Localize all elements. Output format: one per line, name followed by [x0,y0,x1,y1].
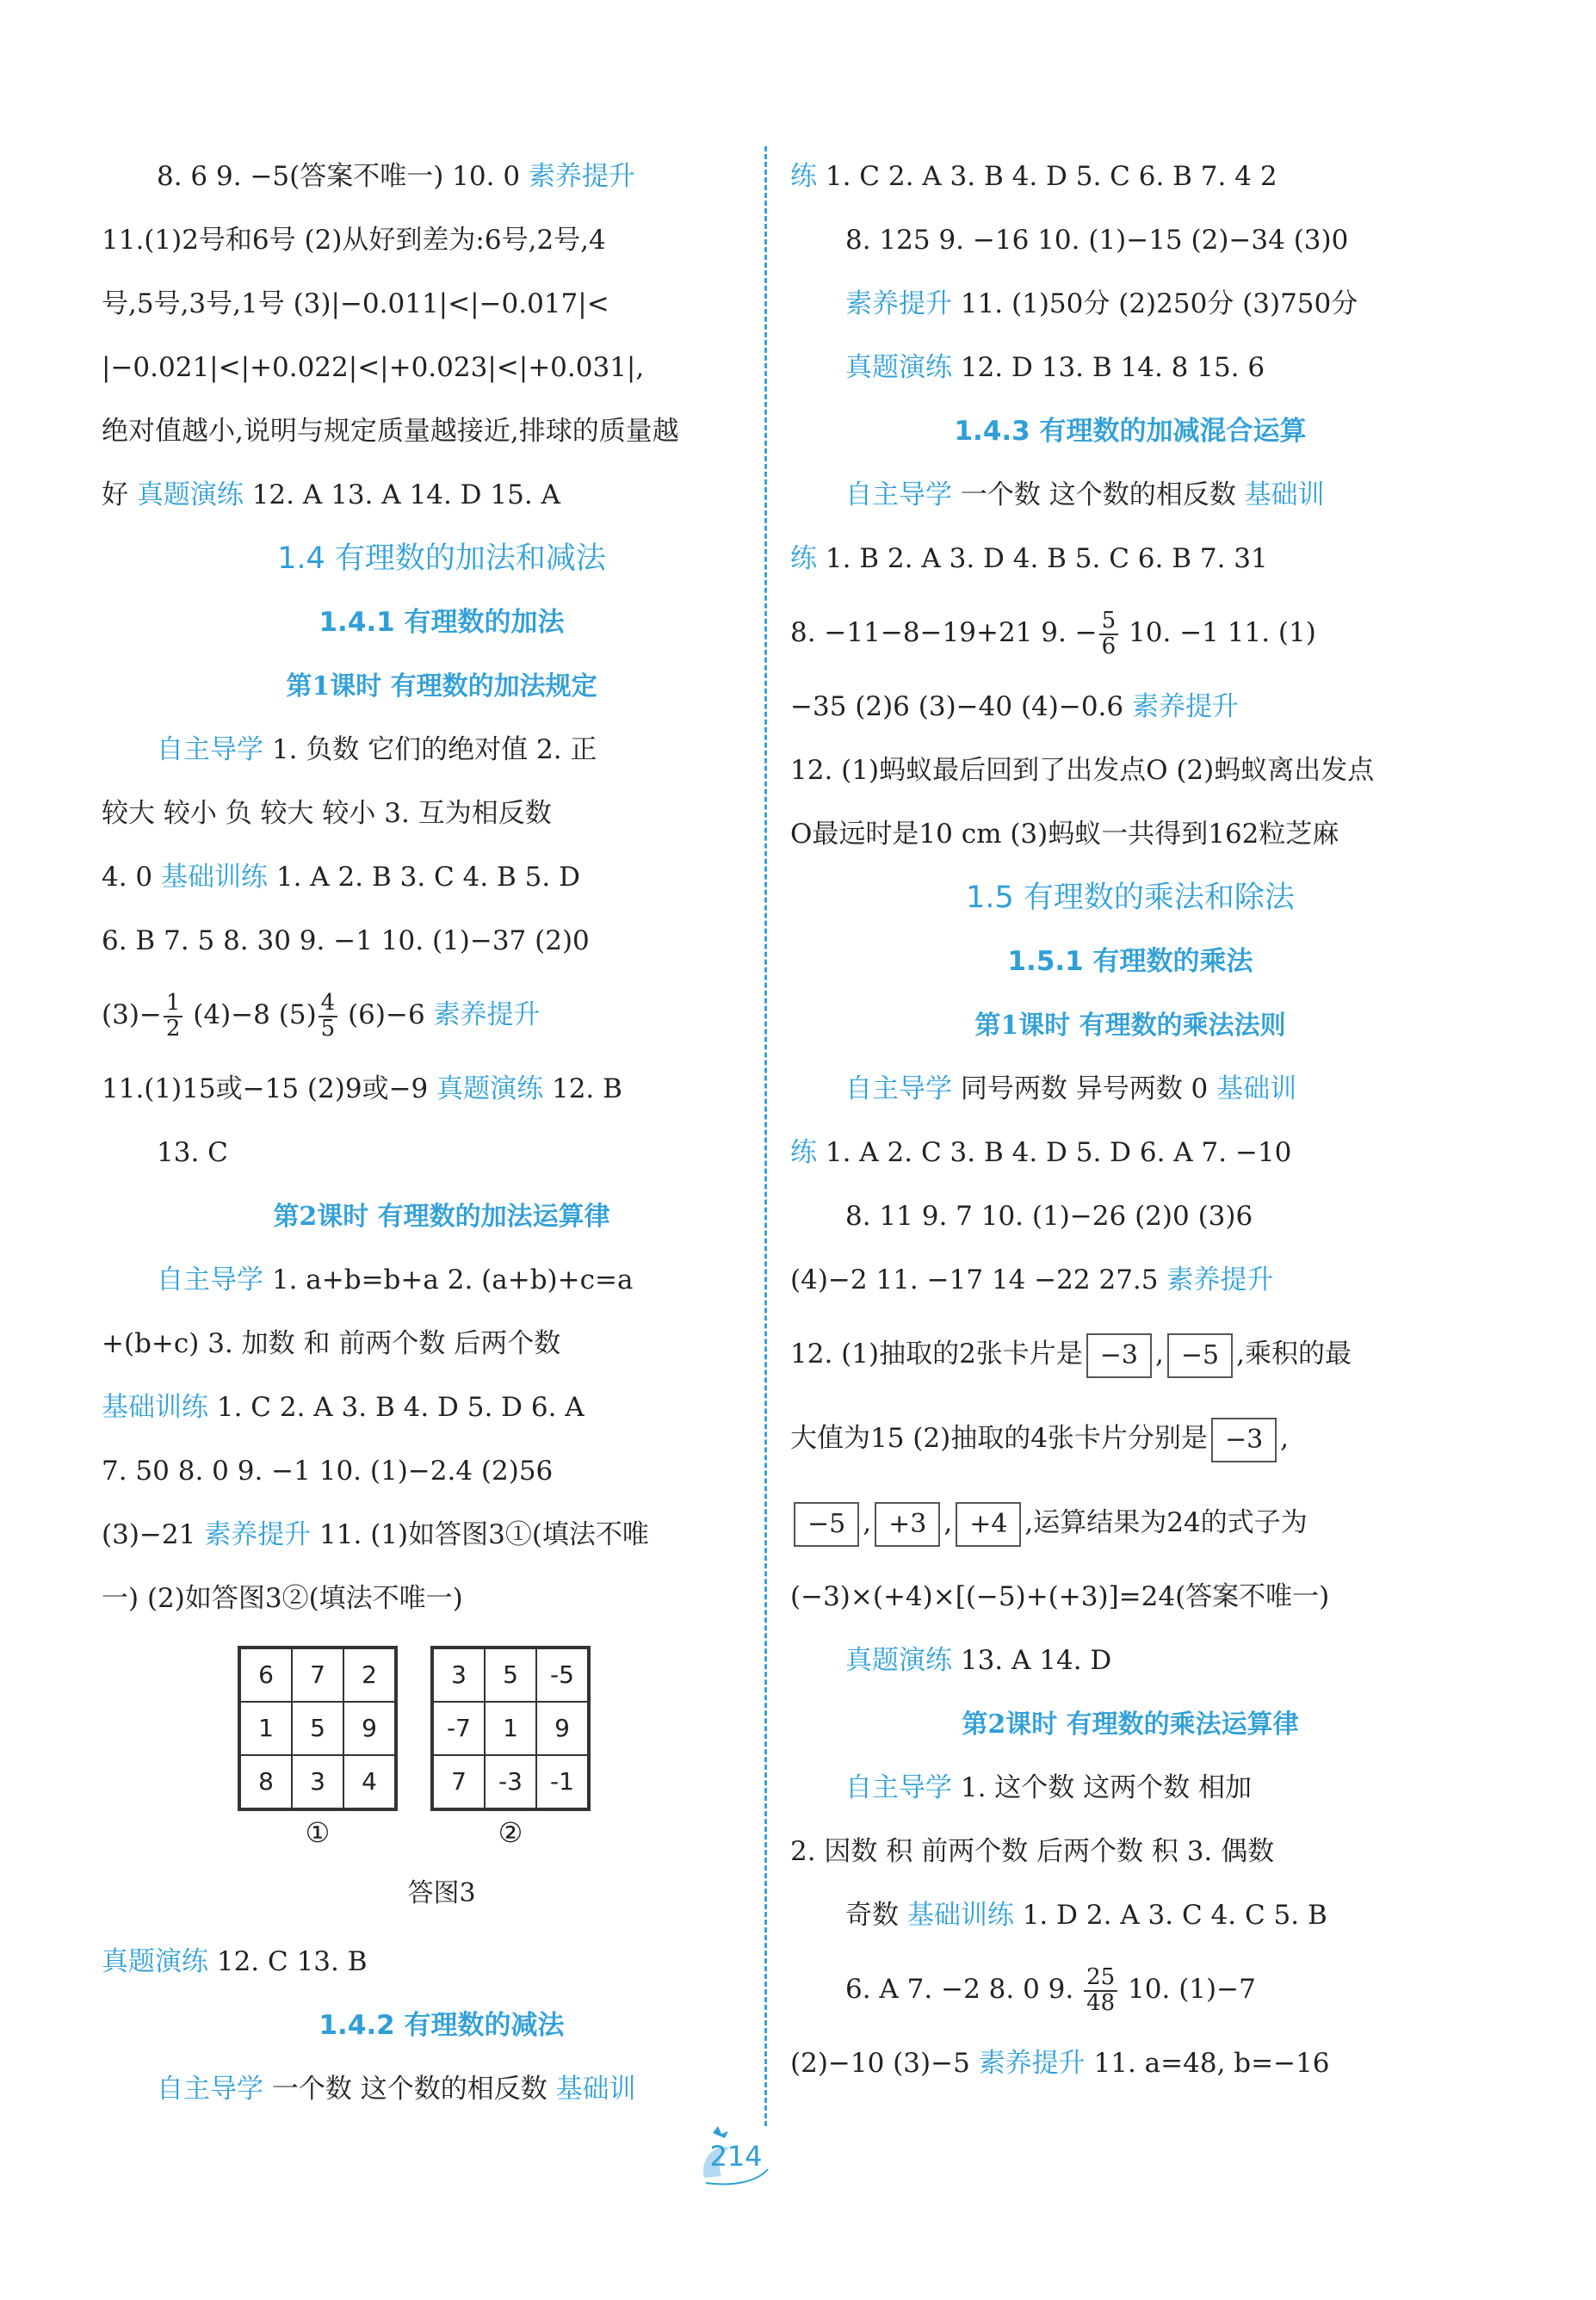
section-tag: 真题演练 [436,1073,544,1104]
section-tag: 基础训练 [102,1392,208,1423]
fraction: $\frac{5}{6}$ [1099,609,1119,658]
grid-cell: 9 [343,1702,395,1755]
answer-line: 大值为15 (2)抽取的4张卡片分别是 −3 , [790,1396,1470,1481]
section-tag: 素养提升 [845,288,952,319]
answer-line: −35 (2)6 (3)−40 (4)−0.6 素养提升 [790,691,1239,722]
magic-square-1 [238,1646,398,1849]
section-tag: 基础训 [1244,479,1325,510]
answer-line: −5 , +3 , +4 ,运算结果为24的式子为 [790,1481,1470,1565]
grid-table [430,1646,591,1811]
number-card: +4 [956,1502,1021,1547]
grid-cell: 3 [292,1755,343,1808]
section-tag: 素养提升 [433,999,541,1030]
section-heading: 1.4 有理数的加法和减法 [277,541,606,576]
answer-line: 一) (2)如答图3②(填法不唯一) [102,1583,463,1614]
section-tag: 自主导学 [157,2074,263,2105]
answer-line: 8. 6 9. −5(答案不唯一) 10. 0 素养提升 [157,161,635,192]
answer-line: (3)−21 素养提升 11. (1)如答图3①(填法不唯 [102,1519,649,1550]
grid-label: ① [305,1816,331,1849]
grid-cell: 5 [292,1702,343,1755]
answer-line: 基础训练 1. C 2. A 3. B 4. D 5. D 6. A [102,1392,585,1423]
magic-square-2 [430,1646,591,1849]
grid-cell: 4 [343,1755,395,1808]
answer-line: 8. 11 9. 7 10. (1)−26 (2)0 (3)6 [845,1201,1253,1232]
section-tag: 素养提升 [204,1519,312,1550]
answer-line: 自主导学 一个数 这个数的相反数 基础训 [845,479,1325,510]
answer-line: 11.(1)15或−15 (2)9或−9 真题演练 12. B [102,1073,622,1104]
section-heading: 1.5 有理数的乘法和除法 [966,881,1295,915]
answer-line: 11.(1)2号和6号 (2)从好到差为:6号,2号,4 [102,225,606,256]
grid-cell: 1 [485,1702,536,1755]
section-tag: 真题演练 [136,479,244,510]
section-tag: 自主导学 [157,1264,263,1295]
answer-line: 绝对值越小,说明与规定质量越接近,排球的质量越 [102,416,679,447]
grid-cell: -7 [433,1702,485,1755]
section-tag: 素养提升 [1132,691,1239,722]
subsection-heading: 1.5.1 有理数的乘法 [1007,946,1253,977]
answer-line: 自主导学 同号两数 异号两数 0 基础训 [845,1073,1297,1104]
section-tag: 自主导学 [845,479,952,510]
answer-line: +(b+c) 3. 加数 和 前两个数 后两个数 [102,1328,561,1359]
section-tag: 练 [790,161,817,192]
grid-cell: 3 [433,1648,485,1702]
section-tag: 素养提升 [1166,1264,1274,1295]
section-tag: 基础训练 [906,1900,1014,1931]
figure-caption: 答图3 [407,1878,476,1908]
section-tag: 素养提升 [528,161,635,192]
section-tag: 自主导学 [157,734,263,765]
number-card: −5 [1167,1333,1233,1378]
answer-figure [102,1646,782,1849]
answer-line: |−0.021|<|+0.022|<|+0.023|<|+0.031|, [102,352,645,383]
answer-line: 2. 因数 积 前两个数 后两个数 积 3. 偶数 [790,1836,1275,1867]
grid-label: ② [498,1816,523,1849]
answer-line: (4)−2 11. −17 14 −22 27.5 素养提升 [790,1264,1274,1295]
answer-line: 练 1. B 2. A 3. D 4. B 5. C 6. B 7. 31 [790,543,1268,574]
left-column [102,145,782,2121]
answer-line: 12. (1)抽取的2张卡片是 −3 , −5 ,乘积的最 [790,1312,1470,1396]
number-card: −3 [1211,1418,1277,1462]
grid-cell: 7 [433,1755,485,1808]
subsection-heading: 1.4.1 有理数的加法 [319,607,565,638]
lesson-heading: 第1课时 有理数的加法规定 [286,671,597,702]
section-tag: 素养提升 [978,2048,1086,2079]
grid-cell: -1 [536,1755,588,1808]
right-column [790,145,1470,2095]
answer-line: 6. A 7. −2 8. 0 9. $\frac{25}{48}$ 10. (1)−7 [845,1964,1256,2016]
answer-line: 练 1. C 2. A 3. B 4. D 5. C 6. B 7. 4 2 [790,161,1277,192]
answer-line: 练 1. A 2. C 3. B 4. D 5. D 6. A 7. −10 [790,1137,1292,1168]
number-card: −3 [1086,1333,1152,1378]
answer-line: 真题演练 12. C 13. B [102,1946,368,1977]
grid-cell: -5 [536,1648,588,1702]
answer-line: 13. C [157,1137,228,1168]
answer-line: (2)−10 (3)−5 素养提升 11. a=48, b=−16 [790,2048,1330,2079]
section-tag: 基础训 [555,2074,636,2105]
section-tag: 基础训 [1216,1073,1297,1104]
grid-cell: -3 [485,1755,536,1808]
grid-cell: 9 [536,1702,588,1755]
answer-line: 真题演练 12. D 13. B 14. 8 15. 6 [845,352,1265,383]
answer-line: 6. B 7. 5 8. 30 9. −1 10. (1)−37 (2)0 [102,925,590,956]
answer-line: (−3)×(+4)×[(−5)+(+3)]=24(答案不唯一) [790,1581,1330,1612]
grid-table [238,1646,398,1811]
answer-line: 8. −11−8−19+21 9. − $\frac{5}{6}$ 10. −1 11. (1) [790,608,1316,659]
section-tag: 自主导学 [845,1772,952,1803]
section-tag: 自主导学 [845,1073,952,1104]
answer-line: 号,5号,3号,1号 (3)|−0.011|<|−0.017|< [102,288,609,319]
answer-line: 4. 0 基础训练 1. A 2. B 3. C 4. B 5. D [102,862,580,893]
section-tag: 练 [790,1137,817,1168]
fraction: $\frac{4}{5}$ [319,992,338,1041]
grid-cell: 5 [485,1648,536,1702]
answer-line: 自主导学 1. 这个数 这两个数 相加 [845,1772,1252,1803]
answer-line: O最远时是10 cm (3)蚂蚁一共得到162粒芝麻 [790,819,1339,850]
answer-line: 真题演练 13. A 14. D [845,1645,1112,1676]
fraction: $\frac{25}{48}$ [1084,1966,1117,2015]
lesson-heading: 第1课时 有理数的乘法法则 [974,1011,1286,1041]
grid-cell: 7 [292,1648,343,1702]
grid-cell: 1 [240,1702,292,1755]
answer-line: 自主导学 1. a+b=b+a 2. (a+b)+c=a [157,1264,634,1295]
subsection-heading: 1.4.2 有理数的减法 [319,2010,565,2041]
number-card: +3 [875,1502,940,1547]
grid-cell: 8 [240,1755,292,1808]
fraction: $\frac{1}{2}$ [164,992,183,1041]
answer-line: 8. 125 9. −16 10. (1)−15 (2)−34 (3)0 [845,225,1349,256]
number-card: −5 [794,1502,859,1547]
answer-line: 奇数 基础训练 1. D 2. A 3. C 4. C 5. B [845,1900,1327,1931]
answer-line: 7. 50 8. 0 9. −1 10. (1)−2.4 (2)56 [102,1456,554,1487]
section-tag: 练 [790,543,817,574]
answer-line: 较大 较小 负 较大 较小 3. 互为相反数 [102,798,552,829]
section-tag: 真题演练 [845,1645,952,1676]
subsection-heading: 1.4.3 有理数的加减混合运算 [954,416,1307,447]
page-number: 214 [709,2140,763,2173]
section-tag: 真题演练 [845,352,952,383]
answer-line: 自主导学 1. 负数 它们的绝对值 2. 正 [157,734,597,765]
section-tag: 真题演练 [102,1946,208,1977]
answer-line: 素养提升 11. (1)50分 (2)250分 (3)750分 [845,288,1358,319]
grid-cell: 6 [240,1648,292,1702]
lesson-heading: 第2课时 有理数的加法运算律 [273,1202,610,1232]
grid-cell: 2 [343,1648,395,1702]
answer-line: 好 真题演练 12. A 13. A 14. D 15. A [102,479,560,510]
answer-line: (3)− $\frac{1}{2}$ (4)−8 (5) $\frac{4}{5}$ (6)−6 素养提升 [102,990,541,1042]
section-tag: 基础训练 [161,862,269,893]
answer-line: 自主导学 一个数 这个数的相反数 基础训 [157,2074,636,2105]
lesson-heading: 第2课时 有理数的乘法运算律 [962,1710,1299,1740]
answer-line: 12. (1)蚂蚁最后回到了出发点O (2)蚂蚁离出发点 [790,755,1375,786]
